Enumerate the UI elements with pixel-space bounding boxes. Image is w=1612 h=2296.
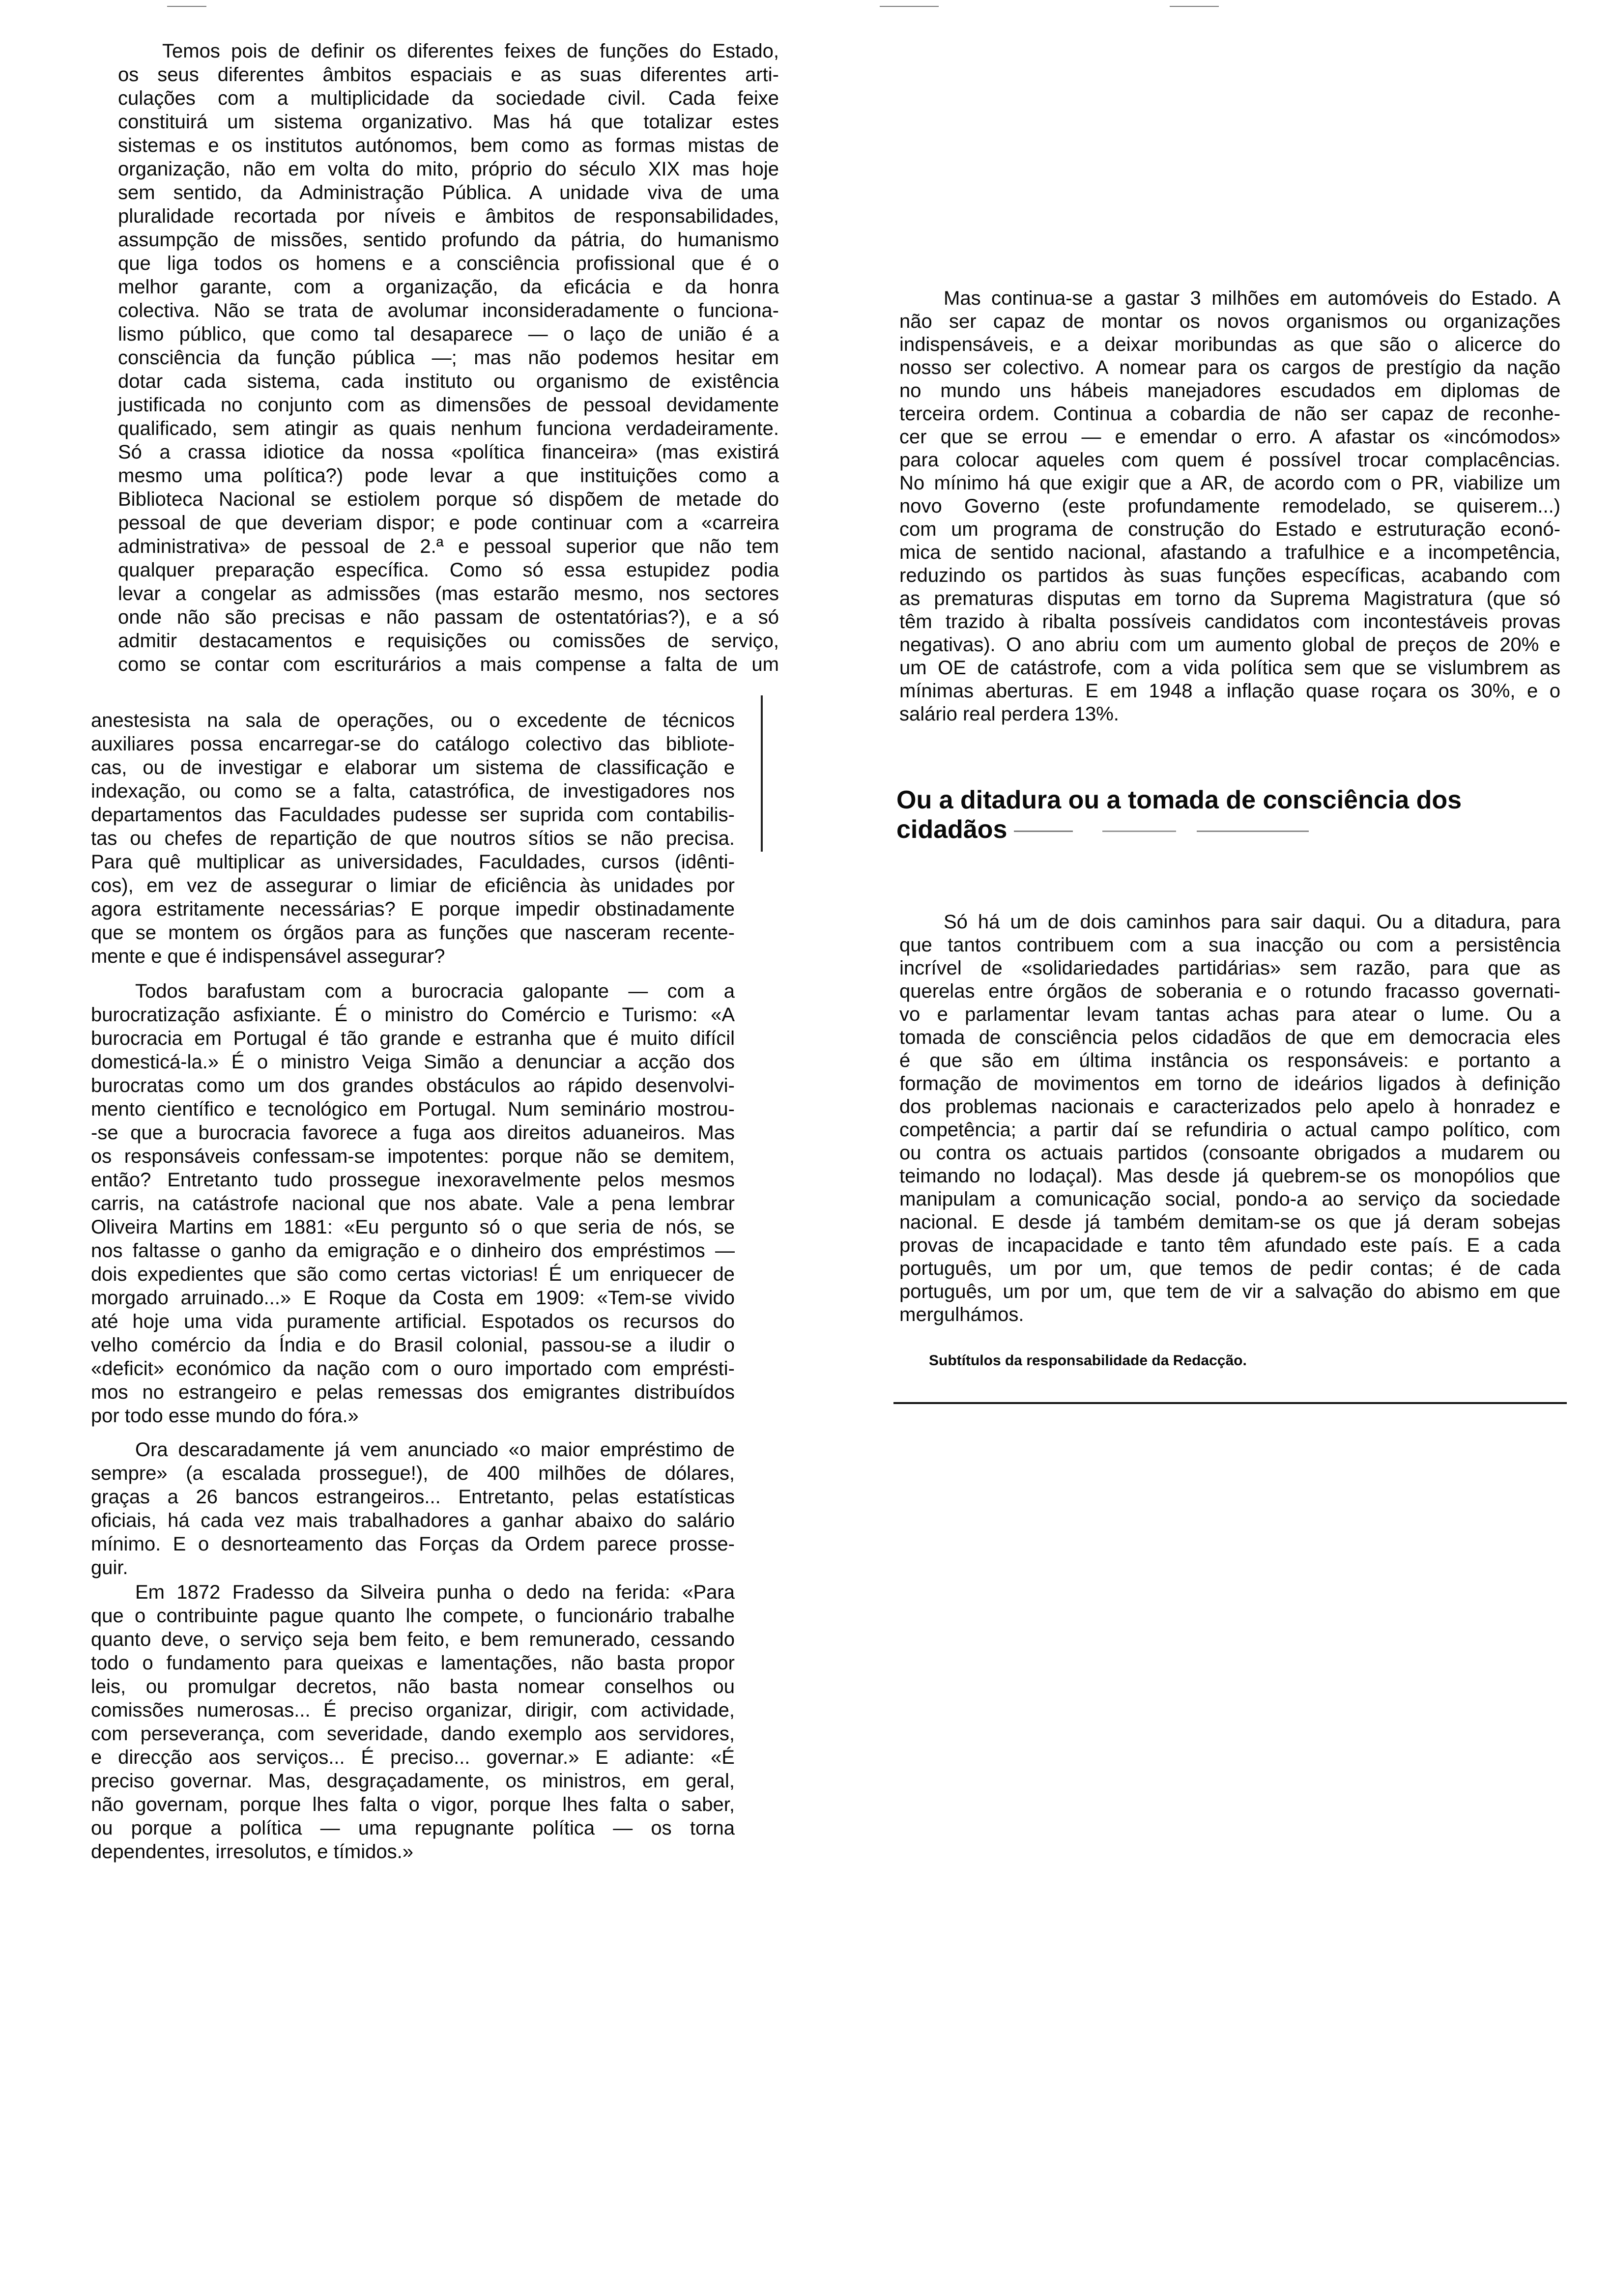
text-line: consciência da função pública —; mas não podemos hesitar em [118, 347, 779, 369]
text-line: burocratas como um dos grandes obstáculos ao rápido desenvolvi- [91, 1075, 735, 1096]
text-line: negativas). O ano abriu com um aumento global de preços de 20% e [899, 634, 1560, 656]
text-line: colectiva. Não se trata de avolumar inconsideradamente o funciona- [118, 300, 779, 321]
text-line: comissões numerosas... É preciso organizar, dirigir, com actividade, [91, 1699, 735, 1721]
text-line: dependentes, irresolutos, e tímidos.» [91, 1841, 413, 1863]
text-line: agora estritamente necessárias? E porque impedir obstinadamente [91, 898, 735, 920]
text-line: tomada de consciência pelos cidadãos de que em democracia eles [899, 1027, 1560, 1048]
text-line: ou contra os actuais partidos (consoante obrigados a mudarem ou [899, 1142, 1560, 1164]
text-line: mente e que é indispensável assegurar? [91, 946, 445, 967]
text-line: Temos pois de definir os diferentes feixes de funções do Estado, [162, 40, 779, 62]
text-line: burocratização asfixiante. É o ministro do Comércio e Turismo: «A [91, 1004, 735, 1026]
text-line: organização, não em volta do mito, próprio do século XIX mas hoje [118, 158, 779, 180]
text-line: Para quê multiplicar as universidades, Faculdades, cursos (idênti- [91, 851, 735, 873]
text-line: preciso governar. Mas, desgraçadamente, os ministros, em geral, [91, 1770, 735, 1792]
text-line: lismo público, que como tal desaparece — o laço de união é a [118, 323, 779, 345]
text-line: com um programa de construção do Estado e estruturação econó- [899, 518, 1560, 540]
editorial-footnote: Subtítulos da responsabilidade da Redacção. [929, 1352, 1247, 1369]
headline-line-1: Ou a ditadura ou a tomada de consciência dos [896, 786, 1462, 814]
text-line: assumpção de missões, sentido profundo da pátria, do humanismo [118, 229, 779, 251]
text-line: nacional. E desde já também demitam-se os que já deram sobejas [899, 1211, 1560, 1233]
text-line: Só a crassa idiotice da nossa «política financeira» (mas existirá [118, 441, 779, 463]
text-line: terceira ordem. Continua a cobardia de não ser capaz de reconhe- [899, 403, 1560, 425]
text-line: as prematuras disputas em torno da Suprema Magistratura (que só [899, 588, 1560, 609]
text-line: qualquer preparação específica. Como só essa estupidez podia [118, 559, 779, 581]
scan-mark [1170, 6, 1219, 7]
text-line: novo Governo (este profundamente remodelado, se quiserem...) [899, 495, 1560, 517]
text-line: indexação, ou como se a falta, catastrófica, de investigadores nos [91, 780, 735, 802]
text-line: têm trazido à ribalta possíveis candidatos com incontestáveis provas [899, 611, 1560, 632]
text-line: ou porque a política — uma repugnante política — os torna [91, 1817, 735, 1839]
text-line: anestesista na sala de operações, ou o excedente de técnicos [91, 710, 735, 731]
text-line: qualificado, sem atingir as quais nenhum funciona verdadeiramente. [118, 418, 779, 439]
text-line: pluralidade recortada por níveis e âmbitos de responsabilidades, [118, 205, 779, 227]
text-line: morgado arruinado...» E Roque da Costa em 1909: «Tem-se vivido [91, 1287, 735, 1309]
text-line: formação de movimentos em torno de ideários ligados à definição [899, 1073, 1560, 1094]
text-line: para colocar aqueles com quem é possível trocar complacências. [899, 449, 1560, 471]
text-line: Oliveira Martins em 1881: «Eu pergunto só o que seria de nós, se [91, 1216, 735, 1238]
text-line: por todo esse mundo do fóra.» [91, 1405, 359, 1427]
text-line: como se contar com escriturários a mais compense a falta de um [118, 654, 779, 675]
text-line: e direcção aos serviços... É preciso... governar.» E adiante: «É [91, 1747, 735, 1768]
text-line: um OE de catástrofe, com a vida política sem que se vislumbrem as [899, 657, 1560, 679]
left-column-continuation-text [91, 709, 735, 968]
text-line: sistemas e os institutos autónomos, bem como as formas mistas de [118, 135, 779, 156]
text-line: os responsáveis confessam-se impotentes: porque não se demitem, [91, 1146, 735, 1167]
text-line: cos), em vez de assegurar o limiar de eficiência às unidades por [91, 875, 735, 896]
text-line: então? Entretanto tudo prossegue inexoravelmente pelos mesmos [91, 1169, 735, 1191]
text-line: Mas continua-se a gastar 3 milhões em automóveis do Estado. A [944, 287, 1560, 309]
scan-scribble [1014, 831, 1309, 832]
text-line: com perseverança, com severidade, dando exemplo aos servidores, [91, 1723, 735, 1745]
text-line: constituirá um sistema organizativo. Mas há que totalizar estes [118, 111, 779, 133]
text-line: que se montem os órgãos para as funções que nasceram recente- [91, 922, 735, 944]
text-line: Só há um de dois caminhos para sair daqui. Ou a ditadura, para [944, 911, 1560, 933]
text-line: -se que a burocracia favorece a fuga aos direitos aduaneiros. Mas [91, 1122, 735, 1144]
paragraph-fradesso [91, 1580, 735, 1864]
text-line: competência; a partir daí se refundiria o actual campo político, com [899, 1119, 1560, 1141]
text-line: «deficit» económico da nação com o ouro importado com emprésti- [91, 1358, 735, 1379]
text-line: carris, na catástrofe nacional que nos abate. Vale a pena lembrar [91, 1193, 735, 1214]
text-line: mento científico e tecnológico em Portugal. Num seminário mostrou- [91, 1098, 735, 1120]
text-line: mos no estrangeiro e pelas remessas dos emigrantes distribuídos [91, 1381, 735, 1403]
text-line: oficiais, há cada vez mais trabalhadores a ganhar abaixo do salário [91, 1510, 735, 1531]
text-line: no mundo uns hábeis manejadores escudados em diplomas de [899, 380, 1560, 402]
text-line: auxiliares possa encarregar-se do catálogo colectivo das bibliote- [91, 733, 735, 755]
text-line: tas ou chefes de repartição de que noutros sítios se não precisa. [91, 828, 735, 849]
text-line: mergulhámos. [899, 1304, 1024, 1325]
text-line: levar a congelar as admissões (mas estarão mesmo, nos sectores [118, 583, 779, 604]
text-line: que tantos contribuem com a sua inacção ou com a persistência [899, 934, 1560, 956]
text-line: português, um por um, que temos de pedir contas; é de cada [899, 1258, 1560, 1279]
text-line: administrativa» de pessoal de 2.ª e pessoal superior que não tem [118, 536, 779, 557]
scan-mark [167, 6, 206, 7]
text-line: cas, ou de investigar e elaborar um sistema de classificação e [91, 757, 735, 778]
text-line: cer que se errou — e emendar o erro. A afastar os «incómodos» [899, 426, 1560, 448]
section-headline [896, 785, 1557, 844]
paragraph-burocracia [91, 979, 735, 1428]
text-line: velho comércio da Índia e do Brasil colonial, passou-se a iludir o [91, 1334, 735, 1356]
text-line: mesmo uma política?) pode levar a que instituições como a [118, 465, 779, 487]
headline-line-2-text: cidadãos [896, 815, 1008, 844]
text-line: nosso ser colectivo. A nomear para os cargos de prestígio da nação [899, 357, 1560, 378]
text-line: não governam, porque lhes falta o vigor, porque lhes falta o saber, [91, 1794, 735, 1815]
text-line: salário real perdera 13%. [899, 703, 1119, 725]
text-line: pessoal de que deveriam dispor; e pode continuar com a «carreira [118, 512, 779, 534]
headline-line-2 [896, 815, 1557, 844]
scan-mark [880, 6, 939, 7]
text-line: querelas entre órgãos de soberania e o rotundo fracasso governati- [899, 980, 1560, 1002]
closing-rule [893, 1402, 1567, 1404]
text-line: guir. [91, 1557, 128, 1578]
text-line: onde não são precisas e não passam de ostentatórias?), e a só [118, 606, 779, 628]
text-line: Biblioteca Nacional se estiolem porque só dispõem de metade do [118, 488, 779, 510]
text-line: que liga todos os homens e a consciência profissional que é o [118, 253, 779, 274]
text-line: dos problemas nacionais e caracterizados pelo apelo à honradez e [899, 1096, 1560, 1118]
text-line: dois expedientes que são como certas victorias! É um enriquecer de [91, 1263, 735, 1285]
left-column-top-text [118, 39, 779, 676]
paragraph-emprestimo [91, 1438, 735, 1579]
text-line: No mínimo há que exigir que a AR, de acordo com o PR, viabilize um [899, 472, 1560, 494]
text-line: os seus diferentes âmbitos espaciais e as suas diferentes arti- [118, 64, 779, 86]
text-line: justificada no conjunto com as dimensões de pessoal devidamente [118, 394, 779, 416]
text-line: mínimas aberturas. E em 1948 a inflação quase roçara os 30%, e o [899, 680, 1560, 702]
right-column-paragraph-2 [899, 911, 1560, 1326]
text-line: mica de sentido nacional, afastando a trafulhice e a incompetência, [899, 542, 1560, 563]
text-line: Todos barafustam com a burocracia galopante — com a [135, 980, 735, 1002]
text-line: admitir destacamentos e requisições ou comissões de serviço, [118, 630, 779, 652]
text-line: quanto deve, o serviço seja bem feito, e bem remunerado, cessando [91, 1629, 735, 1650]
text-line: teimando no lodaçal). Mas desde já quebrem-se os monopólios que [899, 1165, 1560, 1187]
text-line: que o contribuinte pague quanto lhe compete, o funcionário trabalhe [91, 1605, 735, 1627]
right-column-paragraph-1 [899, 287, 1560, 726]
text-line: vo e parlamentar levam tantas achas para atear o lume. Ou a [899, 1004, 1560, 1025]
text-line: sem sentido, da Administração Pública. A unidade viva de uma [118, 182, 779, 203]
text-line: nos faltasse o ganho da emigração e o dinheiro dos empréstimos — [91, 1240, 735, 1262]
text-line: culações com a multiplicidade da sociedade civil. Cada feixe [118, 87, 779, 109]
text-line: leis, ou promulgar decretos, não basta nomear conselhos ou [91, 1676, 735, 1697]
text-line: mínimo. E o desnorteamento das Forças da Ordem parece prosse- [91, 1533, 735, 1555]
column-divider-bar [761, 695, 763, 852]
text-line: não ser capaz de montar os novos organismos ou organizações [899, 311, 1560, 332]
text-line: dotar cada sistema, cada instituto ou organismo de existência [118, 371, 779, 392]
text-line: Em 1872 Fradesso da Silveira punha o dedo na ferida: «Para [135, 1581, 735, 1603]
text-line: manipulam a comunicação social, pondo-a ao serviço da sociedade [899, 1188, 1560, 1210]
text-line: departamentos das Faculdades pudesse ser suprida com contabilis- [91, 804, 735, 826]
text-line: burocracia em Portugal é tão grande e estranha que é muito difícil [91, 1028, 735, 1049]
text-line: português, um por um, que tem de vir a salvação do abismo em que [899, 1281, 1560, 1302]
text-line: sempre» (a escalada prossegue!), de 400 milhões de dólares, [91, 1463, 735, 1484]
text-line: incrível de «solidariedades partidárias» sem razão, para que as [899, 957, 1560, 979]
text-line: até hoje uma vida puramente artificial. Espotados os recursos do [91, 1311, 735, 1332]
text-line: graças a 26 bancos estrangeiros... Entretanto, pelas estatísticas [91, 1486, 735, 1508]
text-line: provas de incapacidade e tanto têm afundado este país. E a cada [899, 1234, 1560, 1256]
text-line: reduzindo os partidos às suas funções específicas, acabando com [899, 565, 1560, 586]
text-line: todo o fundamento para queixas e lamentações, não basta propor [91, 1652, 735, 1674]
text-line: domesticá-la.» É o ministro Veiga Simão a denunciar a acção dos [91, 1051, 735, 1073]
text-line: Ora descaradamente já vem anunciado «o maior empréstimo de [135, 1439, 735, 1461]
text-line: indispensáveis, e a deixar moribundas as que são o alicerce do [899, 334, 1560, 355]
text-line: é que são em última instância os responsáveis: e portanto a [899, 1050, 1560, 1071]
text-line: melhor garante, com a organização, da eficácia e da honra [118, 276, 779, 298]
